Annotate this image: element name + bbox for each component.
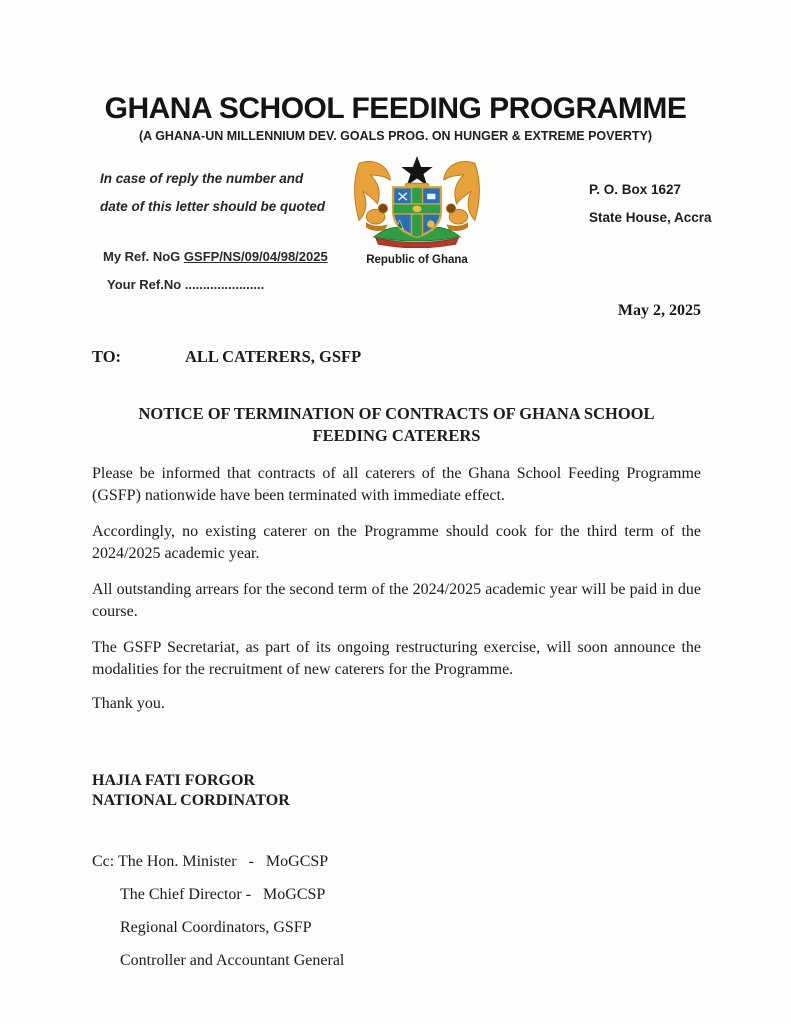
cc-block [92, 845, 701, 977]
to-value: ALL CATERERS, GSFP [185, 347, 362, 366]
signatory-title: NATIONAL CORDINATOR [92, 792, 290, 809]
cc-item-2: The Chief Director - MoGCSP [120, 886, 326, 903]
cc-row [92, 845, 701, 878]
organization-title: GHANA SCHOOL FEEDING PROGRAMME [104, 92, 687, 125]
cc-item-4: Controller and Accountant General [120, 952, 345, 969]
signatory-name: HAJIA FATI FORGOR [92, 772, 255, 789]
cc-item-1: The Hon. Minister - MoGCSP [117, 853, 329, 870]
your-ref-label: Your Ref.No [107, 277, 185, 292]
letter-body [92, 347, 701, 977]
to-label: TO: [92, 347, 122, 366]
address-line2: State House, Accra [589, 210, 712, 225]
cc-row [92, 944, 701, 977]
your-ref-dots: ...................... [184, 277, 265, 292]
my-ref-label: My Ref. NoG [103, 249, 184, 264]
paragraph-1: Please be informed that contracts of all caterers of the Ghana School Feeding Programme (GSFP) nationwide have been terminated with immediate effect. [92, 465, 701, 504]
signature-block [92, 771, 701, 811]
closing: Thank you. [92, 695, 165, 712]
reply-note-line1: In case of reply the number and [100, 171, 304, 186]
address-line1: P. O. Box 1627 [589, 182, 682, 197]
letter-date: May 2, 2025 [617, 302, 701, 319]
crest-caption: Republic of Ghana [366, 254, 468, 266]
to-line [92, 347, 701, 367]
paragraph-3: All outstanding arrears for the second term of the 2024/2025 academic year will be paid in due course. [92, 581, 701, 620]
my-ref-line [103, 249, 328, 264]
paragraph-4: The GSFP Secretariat, as part of its ongoing restructuring exercise, will soon announce the modalities for the recruitment of new caterers for the Programme. [92, 639, 701, 678]
cc-row [92, 878, 701, 911]
organization-subtitle: (A GHANA-UN MILLENNIUM DEV. GOALS PROG. ON HUNGER & EXTREME POVERTY) [139, 129, 652, 143]
cc-row [92, 911, 701, 944]
paragraph-2: Accordingly, no existing caterer on the Programme should cook for the third term of the 2024/2025 academic year. [92, 523, 701, 562]
address-block [589, 176, 712, 232]
cc-label: Cc: [92, 853, 118, 870]
crest-block [344, 156, 490, 266]
ghana-coat-of-arms-icon [347, 156, 487, 248]
subject-heading: NOTICE OF TERMINATION OF CONTRACTS OF GHANA SCHOOL FEEDING CATERERS [138, 404, 655, 445]
reply-note-line2: date of this letter should be quoted [100, 199, 326, 214]
cc-item-3: Regional Coordinators, GSFP [120, 919, 312, 936]
my-ref-value: GSFP/NS/09/04/98/2025 [183, 249, 328, 264]
your-ref-line [107, 277, 264, 292]
reply-note [100, 165, 325, 221]
